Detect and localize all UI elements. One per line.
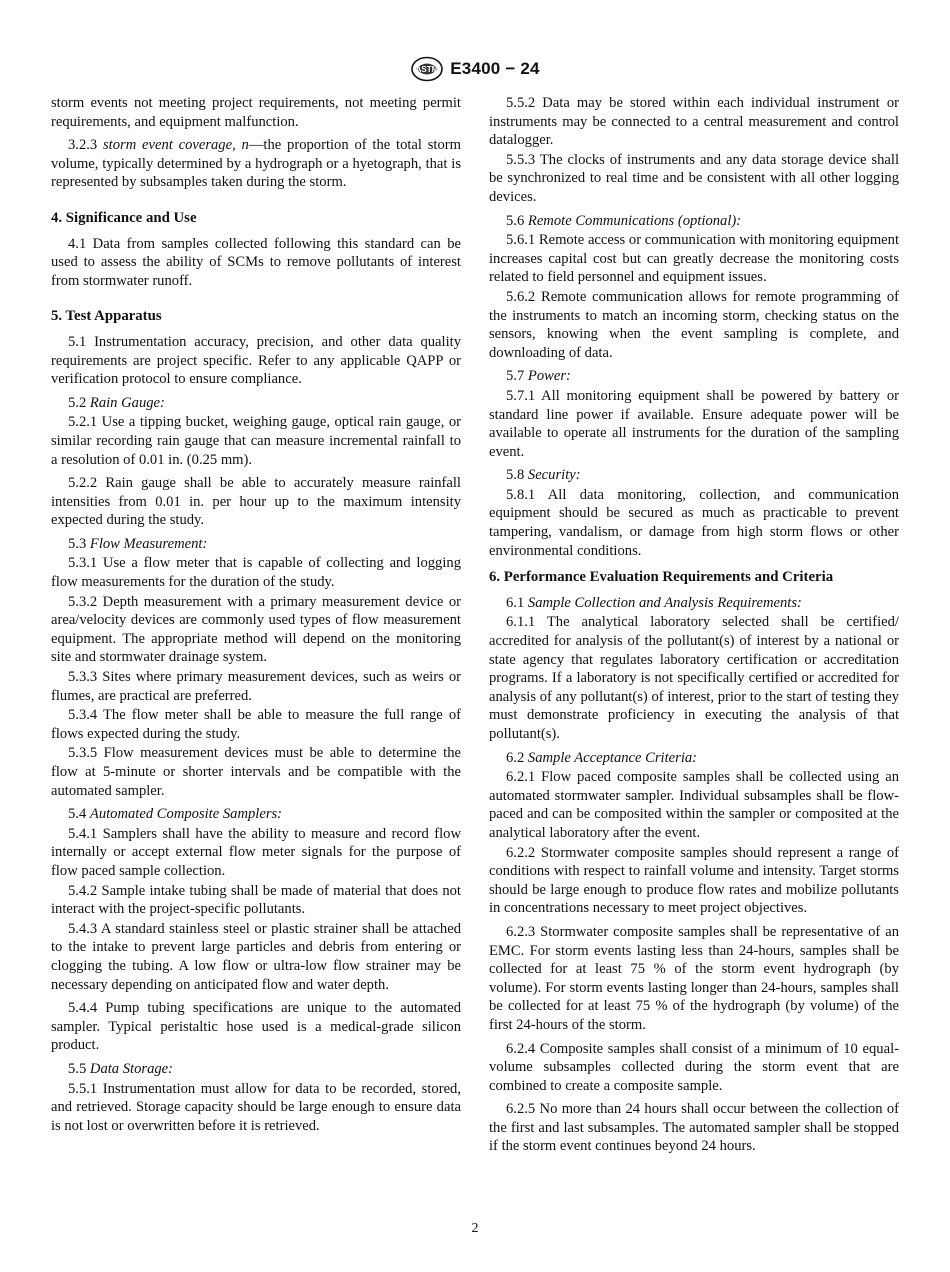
paragraph: 5.3.1 Use a flow meter that is capable of collecting and logging flow measurements for the duration of the study. <box>51 555 461 591</box>
page-header <box>0 56 950 84</box>
subsection-5-5: 5.5 Data Storage: <box>68 1060 174 1077</box>
subsection-5-3: 5.3 Flow Measurement: <box>68 535 208 552</box>
subsection-6-2: 6.2 Sample Acceptance Criteria: <box>506 749 698 766</box>
subsection-5-7: 5.7 Power: <box>506 368 571 385</box>
subsection-6-1: 6.1 Sample Collection and Analysis Requirements: <box>506 594 802 611</box>
paragraph: 5.5.2 Data may be stored within each individual instrument or instruments may be connected to a central measurement and control datalogger. <box>489 95 899 149</box>
paragraph: 6.1.1 The analytical laboratory selected shall be certified/ accredited for analysis of the pollutant(s) of interest by a national or state agency that regulates laboratory certification or accreditation programs. If a laboratory is not specifically certified or accredited for analysis of any pollutant(s) of interest, prior to the start of testing they must demonstrate proficiency in executing the analysis of that pollutant(s). <box>489 614 899 742</box>
subsection-5-8: 5.8 Security: <box>506 467 581 484</box>
paragraph: 6.2.2 Stormwater composite samples should represent a range of conditions with respect to rainfall volume and intensity. Target storms should be large enough to produce flow rates and mobilize pollutants in concentrations necessary to meet project objectives. <box>489 844 899 917</box>
paragraph: 5.4.1 Samplers shall have the ability to measure and record flow internally or accept external flow meter signals for the purpose of flow paced sample collection. <box>51 825 461 879</box>
subsection-5-2: 5.2 Rain Gauge: <box>68 394 165 411</box>
paragraph: 6.2.5 No more than 24 hours shall occur between the collection of the first and last subsamples. The automated sampler shall be stopped if the storm event continues beyond 24 hours. <box>489 1101 899 1155</box>
paragraph: 5.4.2 Sample intake tubing shall be made of material that does not interact with the project-specific pollutants. <box>51 882 461 918</box>
paragraph: 5.5.3 The clocks of instruments and any data storage device shall be synchronized to real time and be consistent with all other logging devices. <box>489 151 899 205</box>
paragraph: 5.3.5 Flow measurement devices must be able to determine the flow at 5-minute or shorter intervals and be compatible with the automated sampler. <box>51 745 461 799</box>
svg-text:ASTM: ASTM <box>415 65 439 74</box>
paragraph: 5.2.1 Use a tipping bucket, weighing gauge, optical rain gauge, or similar recording rain gauge that can measure incremental rainfall to a resolution of 0.01 in. (0.25 mm). <box>51 414 461 468</box>
left-column <box>51 94 461 1140</box>
paragraph: 5.4.3 A standard stainless steel or plastic strainer shall be attached to the intake to prevent large particles and debris from entering or clogging the tubing. A low flow or ultra-low flow strainer may be necessary depending on anticipated flow and water depth. <box>51 920 461 993</box>
definition-3-2-3: 3.2.3 storm event coverage, n—the proportion of the total storm volume, typically determined by a hydrograph or a hyetograph, that is represented by subsamples taken during the storm. <box>51 137 461 191</box>
paragraph: storm events not meeting project requirements, not meeting permit requirements, and equipment malfunction. <box>51 95 461 130</box>
paragraph: 6.2.3 Stormwater composite samples shall be representative of an EMC. For storm events lasting less than 24-hours, samples shall be collected for at least 75 % of the storm event hydrograph (by volume). For storm events lasting longer than 24-hours, samples shall be collected for at least 75 % of the hydrograph (by volume) of the first 24-hours of the storm. <box>489 923 899 1033</box>
paragraph: 5.8.1 All data monitoring, collection, and communication equipment should be secured as much as practicable to prevent tampering, vandalism, or damage from high storm flows or other environmental conditions. <box>489 486 899 559</box>
right-column <box>489 94 899 1161</box>
paragraph: 6.2.4 Composite samples shall consist of a minimum of 10 equal-volume subsamples collected during the storm event that are combined to create a composite sample. <box>489 1040 899 1094</box>
subsection-5-6: 5.6 Remote Communications (optional): <box>506 212 742 229</box>
paragraph: 5.3.3 Sites where primary measurement devices, such as weirs or flumes, are practical are preferred. <box>51 669 461 704</box>
subsection-5-4: 5.4 Automated Composite Samplers: <box>68 806 283 823</box>
paragraph: 5.2.2 Rain gauge shall be able to accurately measure rainfall intensities from 0.01 in. per hour up to the maximum intensity expected during the study. <box>51 475 461 529</box>
paragraph: 5.6.1 Remote access or communication with monitoring equipment increases capital cost but can greatly decrease the monitoring costs related to field personnel and equipment issues. <box>489 232 899 286</box>
section-heading-6: 6. Performance Evaluation Requirements and Criteria <box>489 569 834 586</box>
section-heading-4: 4. Significance and Use <box>51 209 197 226</box>
paragraph: 5.5.1 Instrumentation must allow for data to be recorded, stored, and retrieved. Storage capacity should be large enough to ensure data is not lost or overwritten before it is retrieved. <box>51 1080 461 1134</box>
paragraph: 4.1 Data from samples collected following this standard can be used to assess the ability of SCMs to remove pollutants of interest from stormwater runoff. <box>51 235 461 289</box>
astm-logo-icon <box>410 56 444 82</box>
paragraph: 5.1 Instrumentation accuracy, precision, and other data quality requirements are project specific. Refer to any applicable QAPP or verification protocol to ensure compliance. <box>51 333 461 388</box>
page-number: 2 <box>471 1221 479 1236</box>
paragraph: 5.3.2 Depth measurement with a primary measurement device or area/velocity devices are commonly used types of flow measurement equipment. The appropriate method will depend on the monitoring site and stormwater drainage system. <box>51 593 461 666</box>
paragraph: 5.6.2 Remote communication allows for remote programming of the instruments to match an incoming storm, checking status on the sensors, knowing when the event sampling is complete, and downloading of data. <box>489 288 899 361</box>
paragraph: 5.7.1 All monitoring equipment shall be powered by battery or standard line power if available. Ensure adequate power will be available to operate all instruments for the duration of the sampling event. <box>489 387 899 460</box>
paragraph: 6.2.1 Flow paced composite samples shall be collected using an automated stormwater sampler. Individual subsamples shall be flow-paced and can be composited within the sampler or composited at the analytical laboratory after the event. <box>489 769 899 841</box>
document-id: E3400 − 24 <box>450 59 540 78</box>
paragraph: 5.3.4 The flow meter shall be able to measure the full range of flows expected during the study. <box>51 707 461 742</box>
paragraph: 5.4.4 Pump tubing specifications are unique to the automated sampler. Typical peristaltic hose used is a medical-grade silicon product. <box>51 1000 461 1054</box>
section-heading-5: 5. Test Apparatus <box>51 308 162 325</box>
